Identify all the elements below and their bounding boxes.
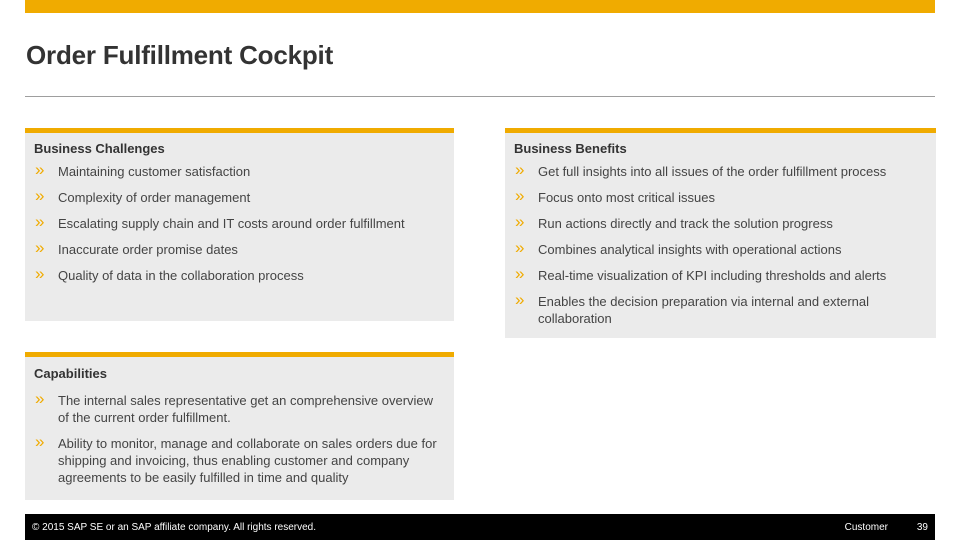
list-item bbox=[34, 389, 446, 426]
business-benefits-panel bbox=[505, 128, 936, 338]
bullet-text: Complexity of order management bbox=[58, 190, 251, 205]
classification-label: Customer bbox=[844, 522, 888, 533]
bullet-text: Inaccurate order promise dates bbox=[58, 242, 238, 257]
bullet-text: The internal sales representative get an comprehensive overview of the current order fulfillment. bbox=[58, 393, 434, 425]
bullet-text: Quality of data in the collaboration process bbox=[58, 268, 304, 283]
list-item bbox=[514, 186, 928, 206]
list-item bbox=[34, 238, 446, 258]
list-item bbox=[34, 160, 446, 180]
business-benefits-list bbox=[505, 160, 936, 327]
bullet-text: Real-time visualization of KPI including thresholds and alerts bbox=[538, 268, 887, 283]
bullet-text: Focus onto most critical issues bbox=[538, 190, 716, 205]
bullet-text: Enables the decision preparation via internal and external collaboration bbox=[538, 294, 869, 326]
chevron-bullet-icon: » bbox=[515, 264, 525, 283]
chevron-bullet-icon: » bbox=[515, 238, 525, 257]
chevron-bullet-icon: » bbox=[515, 160, 525, 179]
chevron-bullet-icon: » bbox=[35, 264, 45, 283]
list-item bbox=[514, 160, 928, 180]
copyright-text: © 2015 SAP SE or an SAP affiliate company. All rights reserved. bbox=[32, 522, 317, 533]
title-divider bbox=[25, 96, 935, 97]
list-item bbox=[34, 186, 446, 206]
list-item bbox=[34, 432, 446, 486]
top-accent-bar bbox=[25, 0, 935, 13]
page-title: Order Fulfillment Cockpit bbox=[26, 40, 334, 70]
list-item bbox=[34, 212, 446, 232]
chevron-bullet-icon: » bbox=[515, 290, 525, 309]
business-challenges-panel bbox=[25, 128, 454, 321]
capabilities-heading: Capabilities bbox=[34, 366, 107, 381]
business-challenges-list bbox=[25, 160, 454, 284]
list-item bbox=[34, 264, 446, 284]
business-benefits-heading: Business Benefits bbox=[514, 141, 627, 156]
bullet-text: Run actions directly and track the solution progress bbox=[538, 216, 833, 231]
list-item bbox=[514, 212, 928, 232]
capabilities-list bbox=[25, 389, 454, 486]
capabilities-panel bbox=[25, 352, 454, 500]
business-challenges-heading: Business Challenges bbox=[34, 141, 165, 156]
list-item bbox=[514, 238, 928, 258]
page-number: 39 bbox=[916, 522, 928, 533]
list-item bbox=[514, 290, 928, 327]
bullet-text: Escalating supply chain and IT costs around order fulfillment bbox=[58, 216, 405, 231]
chevron-bullet-icon: » bbox=[35, 186, 45, 205]
chevron-bullet-icon: » bbox=[515, 212, 525, 231]
footer-bar bbox=[25, 514, 935, 540]
chevron-bullet-icon: » bbox=[35, 160, 45, 179]
bullet-text: Get full insights into all issues of the order fulfillment process bbox=[538, 164, 887, 179]
chevron-bullet-icon: » bbox=[35, 212, 45, 231]
bullet-text: Combines analytical insights with operational actions bbox=[538, 242, 842, 257]
list-item bbox=[514, 264, 928, 284]
bullet-text: Maintaining customer satisfaction bbox=[58, 164, 251, 179]
chevron-bullet-icon: » bbox=[35, 389, 45, 408]
chevron-bullet-icon: » bbox=[515, 186, 525, 205]
chevron-bullet-icon: » bbox=[35, 238, 45, 257]
bullet-text: Ability to monitor, manage and collaborate on sales orders due for shipping and invoicing, thus enabling customer and company agreements to be easily fulfilled in time and quality bbox=[58, 436, 437, 485]
chevron-bullet-icon: » bbox=[35, 432, 45, 451]
